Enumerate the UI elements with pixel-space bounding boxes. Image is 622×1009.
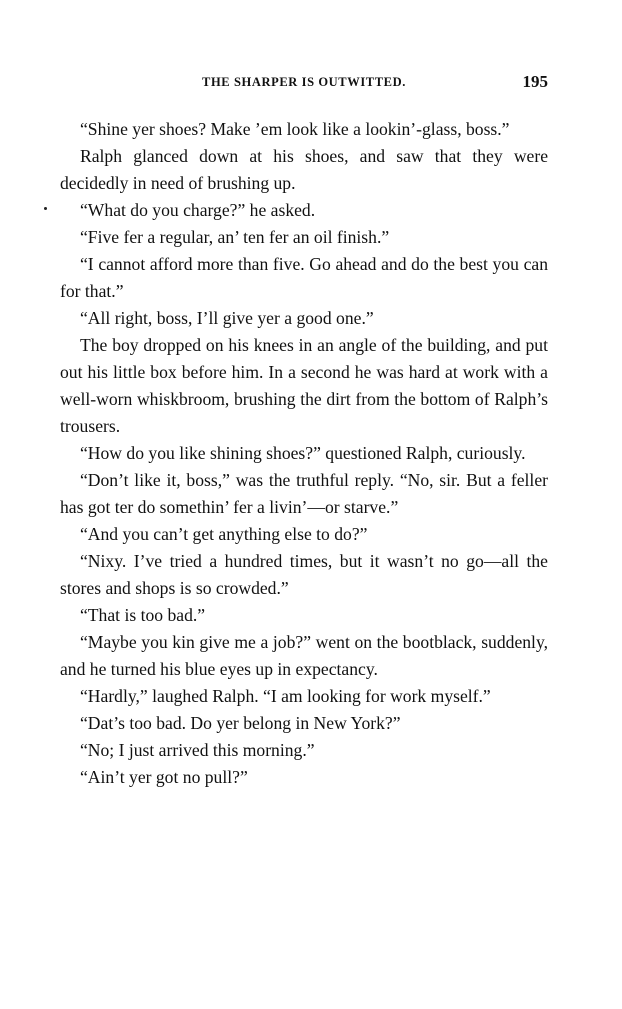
paragraph: “Dat’s too bad. Do yer belong in New York?” bbox=[80, 713, 401, 733]
paragraph: “Five fer a regular, an’ ten fer an oil finish.” bbox=[80, 227, 390, 247]
paragraph: “Don’t like it, boss,” was the truthful reply. “No, sir. But a feller has got ter do somethin’ fer a livin’—or starve.” bbox=[60, 470, 548, 517]
paragraph: “I cannot afford more than five. Go ahead and do the best you can for that.” bbox=[60, 254, 548, 301]
paragraph: “Nixy. I’ve tried a hundred times, but it wasn’t no go—all the stores and shops is so crowded.” bbox=[60, 551, 548, 598]
paragraph: “Hardly,” laughed Ralph. “I am looking for work myself.” bbox=[80, 686, 491, 706]
page-number: 195 bbox=[522, 72, 548, 91]
paragraph: “All right, boss, I’ll give yer a good one.” bbox=[80, 308, 374, 328]
margin-speck bbox=[44, 207, 47, 210]
paragraph: “That is too bad.” bbox=[80, 605, 206, 625]
paragraph: “No; I just arrived this morning.” bbox=[80, 740, 315, 760]
paragraph: “And you can’t get anything else to do?” bbox=[80, 524, 368, 544]
book-page bbox=[60, 72, 548, 791]
running-head bbox=[60, 72, 548, 100]
paragraph: “Shine yer shoes? Make ’em look like a lookin’-glass, boss.” bbox=[80, 119, 510, 139]
paragraph: Ralph glanced down at his shoes, and saw that they were decidedly in need of brushing up. bbox=[60, 146, 548, 193]
paragraph: “How do you like shining shoes?” questioned Ralph, curiously. bbox=[80, 443, 526, 463]
running-title: THE SHARPER IS OUTWITTED. bbox=[202, 75, 406, 89]
paragraph: “What do you charge?” he asked. bbox=[80, 200, 316, 220]
paragraph: “Maybe you kin give me a job?” went on the bootblack, suddenly, and he turned his blue eyes up in expectancy. bbox=[60, 632, 548, 679]
paragraph: The boy dropped on his knees in an angle of the building, and put out his little box before him. In a second he was hard at work with a well-worn whiskbroom, brushing the dirt from the bottom of Ralph’s trousers. bbox=[60, 335, 548, 436]
body-text bbox=[60, 116, 548, 791]
paragraph: “Ain’t yer got no pull?” bbox=[80, 767, 248, 787]
